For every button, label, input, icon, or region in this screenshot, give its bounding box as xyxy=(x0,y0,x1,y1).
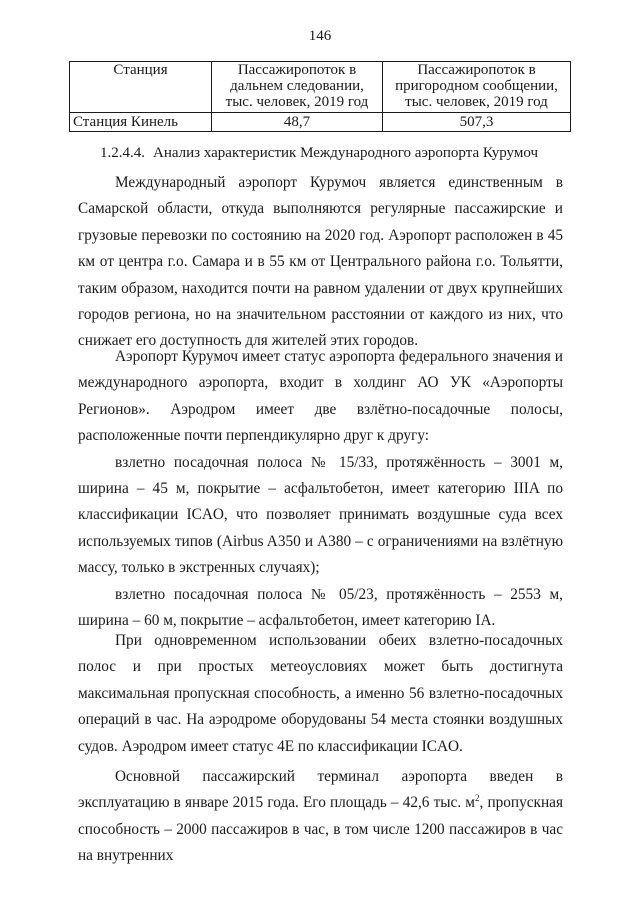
table-row xyxy=(70,113,571,132)
cell-long-distance: 48,7 xyxy=(212,113,383,132)
paragraph-airport-location: Международный аэропорт Курумоч является единственным в Самарской области, откуда выполняются регулярные пассажирские и грузовые перевозки по состоянию на 2020 год. Аэропорт расположен в 45 км от центра г.о. Самара и в 55 км от Центрального района г.о. Тольятти, таким образом, находится почти на равном удалении от двух крупнейших городов региона, но на значительном расстоянии от каждого из них, что снижает его доступность для жителей этих городов. xyxy=(78,174,563,350)
page-number: 146 xyxy=(308,28,332,44)
paragraph-airport-status: Аэропорт Курумоч имеет статус аэропорта федерального значения и международного аэропорта, входит в холдинг АО УК «Аэропорты Регионов». Аэродром имеет две взлётно-посадочные полосы, расположенные почти перпендикулярно друг к другу: xyxy=(78,348,563,445)
paragraph-runway-15-33: взлетно посадочная полоса № 15/33, протяжённость – 3001 м, ширина – 45 м, покрытие – асфальтобетон, имеет категорию IIIA по классификации ICAO, что позволяет принимать воздушные суда всех используемых типов (Airbus A350 и A380 – с ограничениями на взлётную массу, только в экстренных случаях); xyxy=(78,453,563,577)
body-text-block-4 xyxy=(78,764,563,870)
paragraph-capacity: При одновременном использовании обеих взлетно-посадочных полос и при простых метеоусловиях может быть достигнута максимальная пропускная способность, а именно 56 взлетно-посадочных операций в час. На аэродроме оборудованы 54 места стоянки воздушных судов. Аэродром имеет статус 4E по классификации ICAO. xyxy=(78,632,563,755)
terminal-text-end: , пропускная способность – 2000 пассажиров в час, в том числе 1200 пассажиров в час на внутренних xyxy=(78,794,563,865)
paragraph-runway-05-23: взлетно посадочная полоса № 05/23, протяжённость – 2553 м, ширина – 60 м, покрытие – асфальтобетон, имеет категорию IA. xyxy=(78,585,563,630)
section-number: 1.2.4.4. xyxy=(100,145,145,161)
column-header-suburban: Пассажиропоток в пригородном сообщении, тыс. человек, 2019 год xyxy=(383,62,571,113)
square-superscript: 2 xyxy=(474,793,480,804)
column-header-long-distance: Пассажиропоток в дальнем следовании, тыс. человек, 2019 год xyxy=(212,62,383,113)
section-heading xyxy=(100,145,538,162)
column-header-station: Станция xyxy=(70,62,212,113)
terminal-text-start: Основной пассажирский терминал аэропорта введен в эксплуатацию в январе 2015 года. Его площадь – 42,6 тыс. м xyxy=(78,768,563,812)
section-title: Анализ характеристик Международного аэропорта Курумоч xyxy=(153,145,538,161)
body-text-block-3 xyxy=(78,628,563,760)
body-text-block-2 xyxy=(78,344,563,634)
cell-suburban: 507,3 xyxy=(383,113,571,132)
body-text-block-1 xyxy=(78,170,563,355)
table-header-row xyxy=(70,62,571,113)
paragraph-terminal xyxy=(78,764,563,870)
passenger-flow-table xyxy=(69,61,571,132)
cell-station: Станция Кинель xyxy=(70,113,212,132)
